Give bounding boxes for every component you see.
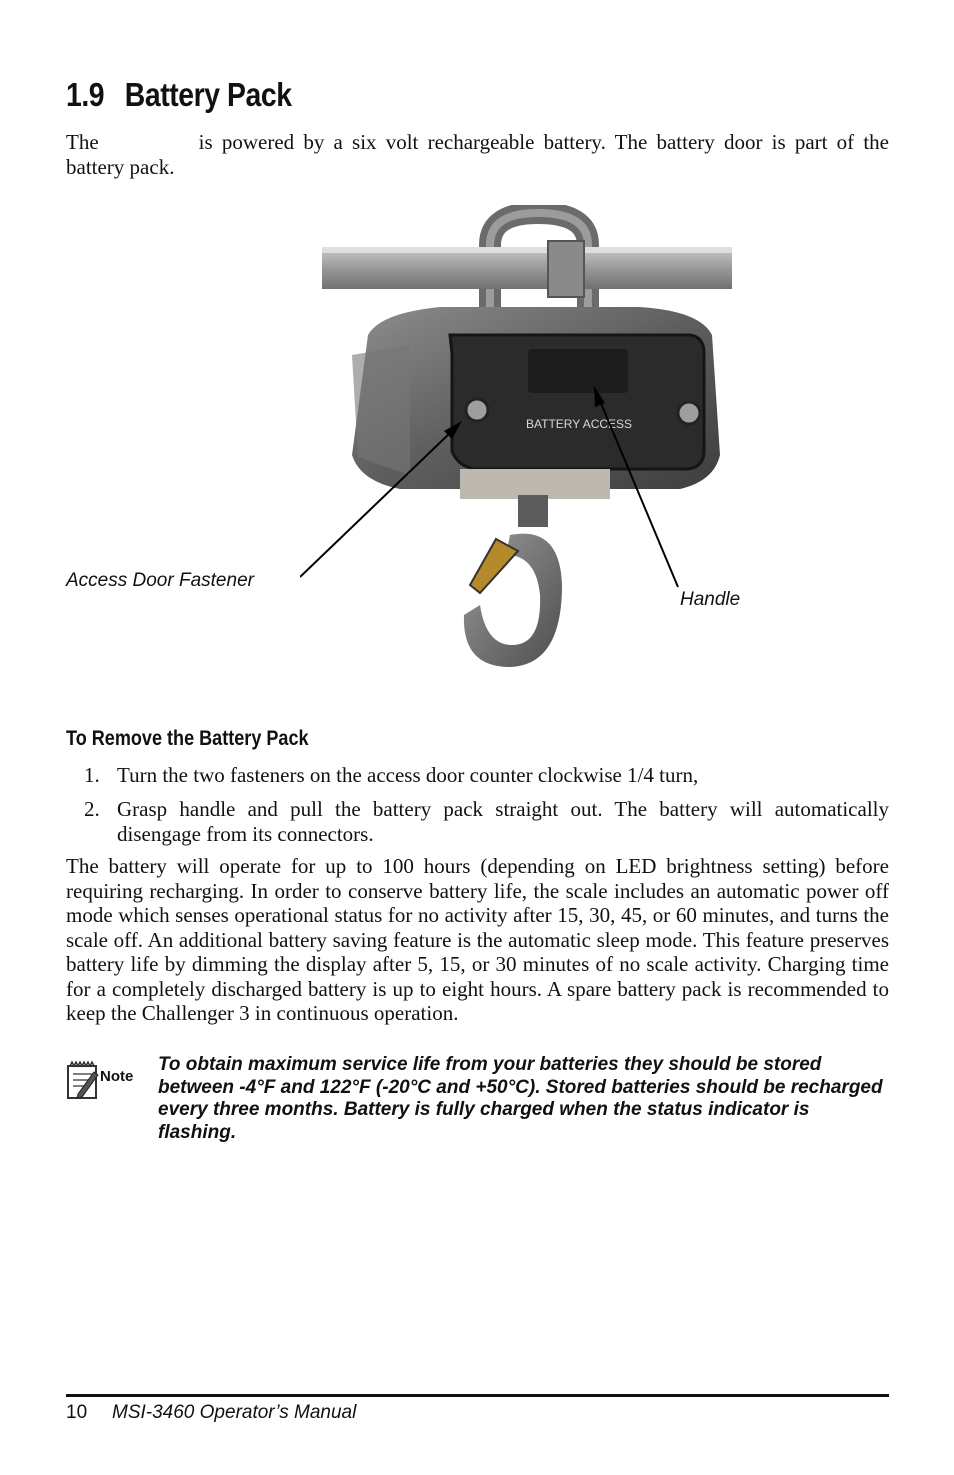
- section-number: 1.9: [66, 76, 105, 113]
- note-icon-block: [66, 1060, 142, 1100]
- step-number: 1.: [84, 763, 100, 787]
- intro-paragraph: [66, 130, 889, 179]
- battery-operation-paragraph: The battery will operate for up to 100 hours (depending on LED brightness setting) before requiring recharging. In order to conserve battery life, the scale includes an automatic power off mode which senses operational status for no activity after 15, 30, 45, or 60 minutes, and turns the scale off. An additional battery saving feature is the automatic sleep mode. This feature preserves battery life by dimming the display after 5, 15, or 30 minutes of no scale activity. Charging time for a completely discharged battery is up to eight hours. A spare battery pack is recommended to keep the Challenger 3 in continuous operation.: [66, 854, 889, 1025]
- step-text: Grasp handle and pull the battery pack straight out. The battery will automatically disengage from its connectors.: [117, 797, 889, 846]
- footer-manual-title: MSI-3460 Operator’s Manual: [112, 1402, 357, 1423]
- footer-rule: [66, 1394, 889, 1397]
- callout-handle: Handle: [680, 589, 741, 610]
- note-label: Note: [100, 1068, 134, 1085]
- step-number: 2.: [84, 797, 100, 821]
- battery-access-plate-label: BATTERY ACCESS: [526, 417, 633, 431]
- procedure-step: [84, 763, 889, 788]
- section-heading: [66, 76, 292, 114]
- callout-access-door-fastener: Access Door Fastener: [66, 570, 254, 591]
- section-title: Battery Pack: [124, 76, 292, 113]
- note-pencil-icon: [66, 1060, 100, 1100]
- intro-rest: is powered by a six volt rechargeable battery. The battery door is part of the battery pack.: [66, 130, 889, 179]
- footer-page-number: 10: [66, 1402, 88, 1423]
- note-text: To obtain maximum service life from your batteries they should be stored between -4°F and 122°F (-20°C and +50°C). Stored batteries should be recharged every three months. Battery is fully charged when the status indicator is flashing.: [158, 1054, 883, 1143]
- intro-lead: The: [66, 130, 99, 154]
- procedure-heading: To Remove the Battery Pack: [66, 727, 309, 750]
- step-text: Turn the two fasteners on the access door counter clockwise 1/4 turn,: [117, 763, 699, 787]
- procedure-step: [84, 797, 889, 846]
